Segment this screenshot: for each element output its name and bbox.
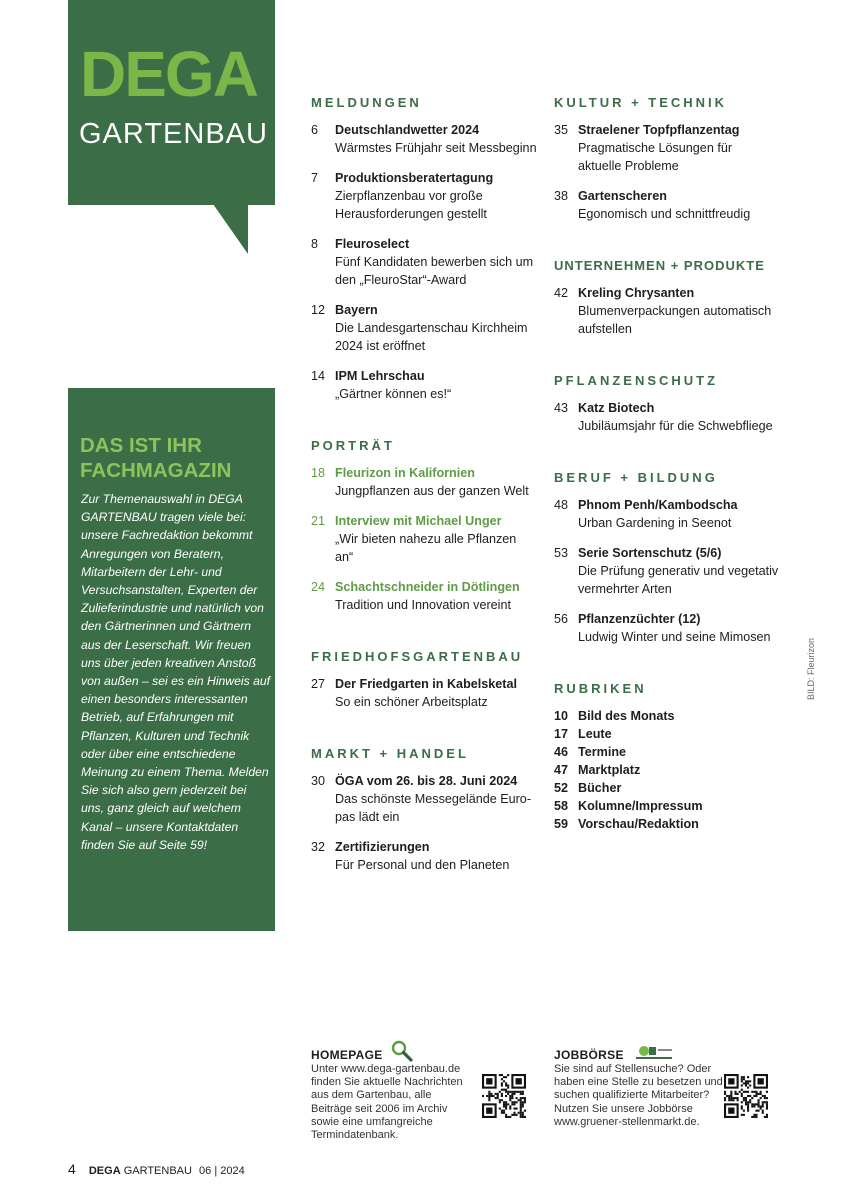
toc-page-number: 12 bbox=[311, 303, 326, 317]
toc-entry-line: So ein schöner Arbeitsplatz bbox=[335, 695, 488, 709]
toc-page-number: 24 bbox=[311, 580, 326, 594]
toc-entry-title: Fleurizon in Kalifornien bbox=[335, 466, 475, 480]
toc-column-left bbox=[311, 94, 551, 874]
toc-entry-line: Jungpflanzen aus der ganzen Welt bbox=[335, 484, 529, 498]
toc-entry-body bbox=[578, 399, 794, 435]
toc-entry-body bbox=[335, 169, 551, 223]
toc-entry-body bbox=[335, 301, 551, 355]
toc-entry-title: Produktionsberatertagung bbox=[335, 171, 494, 185]
toc-entry-line: Die Landesgartenschau Kirchheim bbox=[335, 321, 528, 335]
section-title: RUBRIKEN bbox=[554, 681, 647, 696]
section-title: UNTERNEHMEN + PRODUKTE bbox=[554, 258, 765, 273]
toc-page-number: 6 bbox=[311, 123, 319, 137]
toc-section bbox=[554, 94, 794, 223]
toc-entry-body bbox=[335, 838, 551, 874]
toc-column-right bbox=[554, 94, 794, 833]
toc-section bbox=[554, 257, 794, 338]
toc-page-number: 43 bbox=[554, 401, 569, 415]
homepage-qr-code[interactable] bbox=[482, 1074, 526, 1118]
jobs-qr-code[interactable] bbox=[724, 1074, 768, 1118]
page-footer bbox=[68, 1161, 245, 1177]
toc-entry-line: Fünf Kandidaten bewerben sich um bbox=[335, 255, 534, 269]
rubrik-item[interactable] bbox=[554, 743, 794, 761]
toc-entry[interactable] bbox=[311, 578, 551, 614]
toc-page-number: 42 bbox=[554, 286, 569, 300]
magnifier-icon bbox=[391, 1040, 413, 1062]
toc-entry-line: „Wir bieten nahezu alle Pflanzen bbox=[335, 532, 517, 546]
toc-entry-title: Phnom Penh/Kambodscha bbox=[578, 498, 738, 512]
toc-entry-body bbox=[335, 121, 551, 157]
footer-issue: 06 | 2024 bbox=[199, 1165, 245, 1177]
jobs-title: JOBBÖRSE bbox=[554, 1048, 624, 1062]
toc-entry-title: Deutschlandwetter 2024 bbox=[335, 123, 480, 137]
toc-section bbox=[311, 94, 551, 403]
section-title: MARKT + HANDEL bbox=[311, 746, 469, 761]
rubrik-title: Leute bbox=[578, 727, 612, 741]
toc-entry-title: Schachtschneider in Dötlingen bbox=[335, 580, 520, 594]
toc-entry[interactable] bbox=[311, 121, 551, 157]
toc-entry-line: „Gärtner können es!“ bbox=[335, 387, 452, 401]
toc-entry-body bbox=[578, 187, 794, 223]
toc-entry-line: aufstellen bbox=[578, 322, 632, 336]
toc-section bbox=[554, 372, 794, 435]
toc-entry[interactable] bbox=[311, 464, 551, 500]
toc-page-number: 8 bbox=[311, 237, 319, 251]
toc-entry-body bbox=[335, 512, 551, 566]
toc-page-number: 32 bbox=[311, 840, 326, 854]
toc-page-number: 47 bbox=[554, 763, 569, 777]
toc-entry-body bbox=[578, 284, 794, 338]
rubrik-item[interactable] bbox=[554, 761, 794, 779]
toc-entry-title: Gartenscheren bbox=[578, 189, 667, 203]
toc-entry[interactable] bbox=[554, 121, 794, 175]
toc-entry-line: 2024 ist eröffnet bbox=[335, 339, 426, 353]
toc-page-number: 59 bbox=[554, 817, 569, 831]
toc-entry[interactable] bbox=[554, 610, 794, 646]
toc-page-number: 7 bbox=[311, 171, 319, 185]
rubrik-item[interactable] bbox=[554, 725, 794, 743]
toc-page-number: 10 bbox=[554, 709, 569, 723]
toc-entry-line: Tradition und Innovation vereint bbox=[335, 598, 511, 612]
rubrik-title: Vorschau/Redaktion bbox=[578, 817, 699, 831]
rubrik-title: Bücher bbox=[578, 781, 622, 795]
toc-entry[interactable] bbox=[311, 301, 551, 355]
section-title: KULTUR + TECHNIK bbox=[554, 95, 728, 110]
homepage-text: Unter www.dega-gartenbau.de finden Sie aktuelle Nachrichten aus dem Gartenbau, alle Beiträge seit 2006 im Archiv sowie eine umfangreiche Termindatenbank. bbox=[311, 1063, 463, 1142]
toc-page-number: 14 bbox=[311, 369, 326, 383]
toc-entry-body bbox=[335, 675, 551, 711]
toc-page-number: 58 bbox=[554, 799, 569, 813]
toc-section bbox=[311, 437, 551, 614]
rubrik-title: Marktplatz bbox=[578, 763, 641, 777]
section-title: FRIEDHOFSGARTENBAU bbox=[311, 649, 524, 664]
toc-entry[interactable] bbox=[311, 367, 551, 403]
toc-page-number: 35 bbox=[554, 123, 569, 137]
logo-gartenbau: GARTENBAU bbox=[79, 118, 268, 150]
photo-credit: BILD: Fleurizon bbox=[806, 637, 816, 700]
jobs-text: Sie sind auf Stellensuche? Oder haben eine Stelle zu besetzen und suchen qualifizierte Mitarbeiter? Nutzen Sie unsere Jobbörse www.gruener-stellenmarkt.de. bbox=[554, 1063, 723, 1128]
homepage-title: HOMEPAGE bbox=[311, 1048, 383, 1062]
toc-entry-body bbox=[578, 610, 794, 646]
toc-entry-line: Jubiläumsjahr für die Schwebfliege bbox=[578, 419, 773, 433]
logo-dega: DEGA bbox=[80, 38, 257, 110]
toc-entry-title: Der Friedgarten in Kabelsketal bbox=[335, 677, 517, 691]
jobs-box bbox=[554, 1038, 723, 1129]
toc-entry-title: IPM Lehrschau bbox=[335, 369, 425, 383]
toc-entry-line: den „FleuroStar“-Award bbox=[335, 273, 467, 287]
toc-page-number: 21 bbox=[311, 514, 326, 528]
toc-page-number: 18 bbox=[311, 466, 326, 480]
toc-entry-title: Zertifizierungen bbox=[335, 840, 430, 854]
toc-entry-body bbox=[335, 772, 551, 826]
toc-entry-body bbox=[335, 235, 551, 289]
toc-page-number: 56 bbox=[554, 612, 569, 626]
toc-entry-title: Fleuroselect bbox=[335, 237, 410, 251]
toc-entry-body bbox=[578, 544, 794, 598]
toc-entry-line: Pragmatische Lösungen für bbox=[578, 141, 733, 155]
toc-entry-title: Bayern bbox=[335, 303, 378, 317]
rubrik-item[interactable] bbox=[554, 707, 794, 725]
toc-page-number: 52 bbox=[554, 781, 569, 795]
footer-magazine-rest: GARTENBAU bbox=[123, 1165, 192, 1177]
homepage-box bbox=[311, 1038, 471, 1142]
rubrik-title: Bild des Monats bbox=[578, 709, 675, 723]
toc-entry-line: an“ bbox=[335, 550, 354, 564]
toc-page-number: 38 bbox=[554, 189, 569, 203]
rubrik-item[interactable] bbox=[554, 797, 794, 815]
toc-entry-line: Herausforderungen gestellt bbox=[335, 207, 487, 221]
toc-entry-body bbox=[335, 578, 551, 614]
toc-entry-title: ÖGA vom 26. bis 28. Juni 2024 bbox=[335, 774, 518, 788]
toc-entry-title: Serie Sortenschutz (5/6) bbox=[578, 546, 722, 560]
toc-entry-title: Pflanzenzüchter (12) bbox=[578, 612, 701, 626]
intro-text: Zur Themenauswahl in DEGA GARTENBAU tragen viele bei: unsere Fachredaktion bekommt Anregungen von Beratern, Mitarbeitern der Lehr- und Versuchsanstalten, Experten der Zulieferindustrie und natürlich von den Gärtnerinnen und Gärtnern aus der Leserschaft. Wir freuen uns über jeden kreativen Anstoß von außen – sei es ein Hinweis auf einen besonders interessanten Betrieb, auf Erfahrungen mit Pflanzen, Kulturen und Technik oder über eine entschiedene Meinung zu einem Thema. Melden Sie sich also gern jederzeit bei uns, ganz gleich auf welchem Kanal – unsere Kontaktdaten finden Sie auf Seite 59! bbox=[81, 492, 271, 852]
toc-entry[interactable] bbox=[554, 544, 794, 598]
toc-section bbox=[554, 680, 794, 833]
section-title: PORTRÄT bbox=[311, 438, 395, 453]
toc-entry[interactable] bbox=[554, 399, 794, 435]
section-title: PFLANZENSCHUTZ bbox=[554, 373, 719, 388]
toc-entry[interactable] bbox=[311, 838, 551, 874]
toc-page-number: 46 bbox=[554, 745, 569, 759]
toc-section bbox=[554, 469, 794, 646]
toc-entry-line: Ludwig Winter und seine Mimosen bbox=[578, 630, 771, 644]
logo-speech-tail bbox=[213, 204, 248, 254]
toc-section bbox=[311, 745, 551, 874]
toc-entry-line: pas lädt ein bbox=[335, 810, 400, 824]
toc-page-number: 27 bbox=[311, 677, 326, 691]
toc-entry[interactable] bbox=[311, 512, 551, 566]
toc-entry[interactable] bbox=[554, 284, 794, 338]
toc-page-number: 17 bbox=[554, 727, 569, 741]
stellenmarkt-logo-icon bbox=[634, 1042, 674, 1062]
toc-entry-line: Blumenverpackungen automatisch bbox=[578, 304, 772, 318]
toc-entry-line: aktuelle Probleme bbox=[578, 159, 679, 173]
page-number: 4 bbox=[68, 1161, 76, 1177]
toc-entry-line: Die Prüfung generativ und vegetativ bbox=[578, 564, 779, 578]
toc-entry-body bbox=[578, 496, 794, 532]
section-title: MELDUNGEN bbox=[311, 95, 422, 110]
toc-entry[interactable] bbox=[311, 675, 551, 711]
toc-entry-title: Kreling Chrysanten bbox=[578, 286, 695, 300]
rubrik-item[interactable] bbox=[554, 815, 794, 833]
toc-entry-title: Straelener Topfpflanzentag bbox=[578, 123, 740, 137]
toc-entry-body bbox=[335, 464, 551, 500]
toc-entry[interactable] bbox=[311, 772, 551, 826]
toc-page-number: 48 bbox=[554, 498, 569, 512]
toc-entry[interactable] bbox=[554, 187, 794, 223]
rubrik-item[interactable] bbox=[554, 779, 794, 797]
toc-entry-line: Für Personal und den Planeten bbox=[335, 858, 510, 872]
toc-entry-title: Katz Biotech bbox=[578, 401, 655, 415]
toc-entry-title: Interview mit Michael Unger bbox=[335, 514, 502, 528]
toc-section bbox=[311, 648, 551, 711]
rubrik-title: Kolumne/Impressum bbox=[578, 799, 703, 813]
toc-entry-line: Das schönste Messegelände Euro- bbox=[335, 792, 532, 806]
toc-page-number: 53 bbox=[554, 546, 569, 560]
rubrik-title: Termine bbox=[578, 745, 627, 759]
toc-entry-line: Zierpflanzenbau vor große bbox=[335, 189, 483, 203]
intro-heading: DAS IST IHR FACHMAGAZIN bbox=[80, 434, 232, 482]
toc-entry-body bbox=[578, 121, 794, 175]
toc-entry-line: Wärmstes Frühjahr seit Messbeginn bbox=[335, 141, 537, 155]
toc-entry-line: vermehrter Arten bbox=[578, 582, 672, 596]
toc-entry[interactable] bbox=[311, 235, 551, 289]
toc-entry-line: Egonomisch und schnittfreudig bbox=[578, 207, 751, 221]
toc-entry-body bbox=[335, 367, 551, 403]
toc-page-number: 30 bbox=[311, 774, 326, 788]
toc-entry-line: Urban Gardening in Seenot bbox=[578, 516, 732, 530]
section-title: BERUF + BILDUNG bbox=[554, 470, 718, 485]
toc-entry[interactable] bbox=[311, 169, 551, 223]
toc-entry[interactable] bbox=[554, 496, 794, 532]
footer-magazine-bold: DEGA bbox=[88, 1165, 121, 1177]
